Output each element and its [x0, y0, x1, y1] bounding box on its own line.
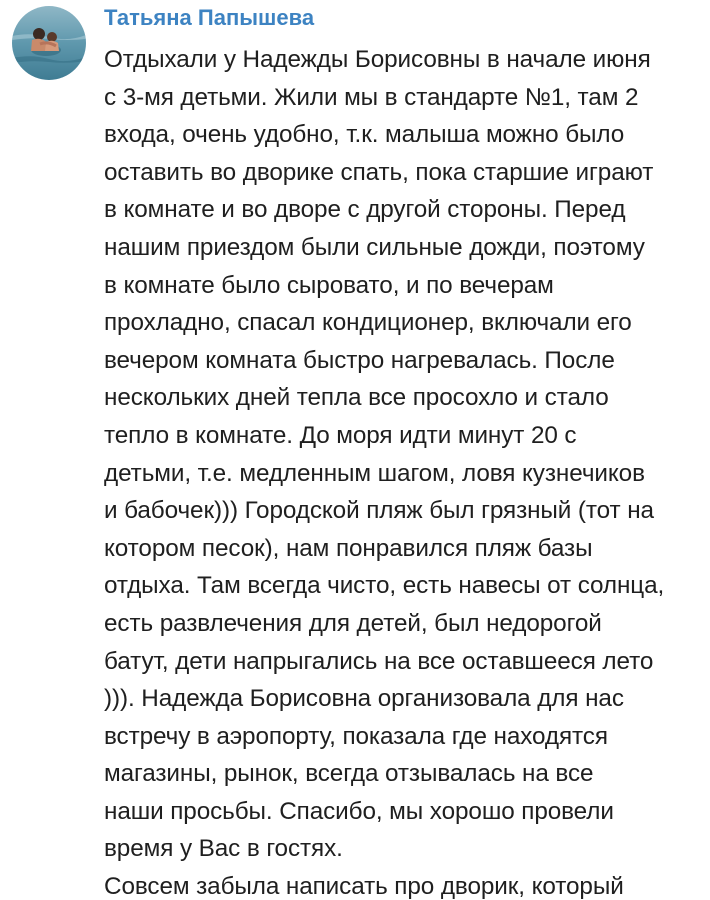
message-line: нескольких дней тепла все просохло и стало — [104, 384, 609, 412]
message-line: тепло в комнате. До моря идти минут 20 с — [104, 421, 577, 449]
message-line: отдыха. Там всегда чисто, есть навесы от солнца, — [104, 572, 665, 600]
message-line: Совсем забыла написать про дворик, который — [104, 873, 624, 900]
message-line: время у Вас в гостях. — [104, 835, 343, 863]
message-line: оставить во дворике спать, пока старшие играют — [104, 158, 654, 186]
message-line: наши просьбы. Спасибо, мы хорошо провели — [104, 797, 614, 825]
message-line: нашим приездом были сильные дожди, поэтому — [104, 233, 645, 261]
beach-photo-avatar-icon — [12, 6, 86, 80]
message-line: батут, дети напрыгались на все оставшееся лето — [104, 647, 654, 675]
message-line: вечером комната быстро нагревалась. После — [104, 346, 615, 374]
message-line: и бабочек))) Городской пляж был грязный (тот на — [104, 497, 654, 525]
avatar[interactable] — [12, 6, 86, 80]
message-line: входа, очень удобно, т.к. малыша можно было — [104, 121, 625, 149]
message-line: прохладно, спасал кондиционер, включали его — [104, 309, 632, 337]
message-line: есть развлечения для детей, был недорогой — [104, 609, 602, 637]
message-text — [104, 41, 708, 900]
message-line: котором песок), нам понравился пляж базы — [104, 534, 593, 562]
message-line: в комнате было сыровато, и по вечерам — [104, 271, 554, 299]
message-line: магазины, рынок, всегда отзывалась на все — [104, 760, 594, 788]
message-line: детьми, т.е. медленным шагом, ловя кузнечиков — [104, 459, 645, 487]
message-line: Отдыхали у Надежды Борисовны в начале июня — [104, 46, 651, 73]
message-line: в комнате и во дворе с другой стороны. Перед — [104, 196, 626, 224]
author-name[interactable]: Татьяна Папышева — [104, 5, 315, 30]
message-line: с 3-мя детьми. Жили мы в стандарте №1, там 2 — [104, 83, 639, 111]
message-line: встречу в аэропорту, показала где находятся — [104, 722, 608, 750]
message-line: ))). Надежда Борисовна организовала для нас — [104, 685, 624, 713]
